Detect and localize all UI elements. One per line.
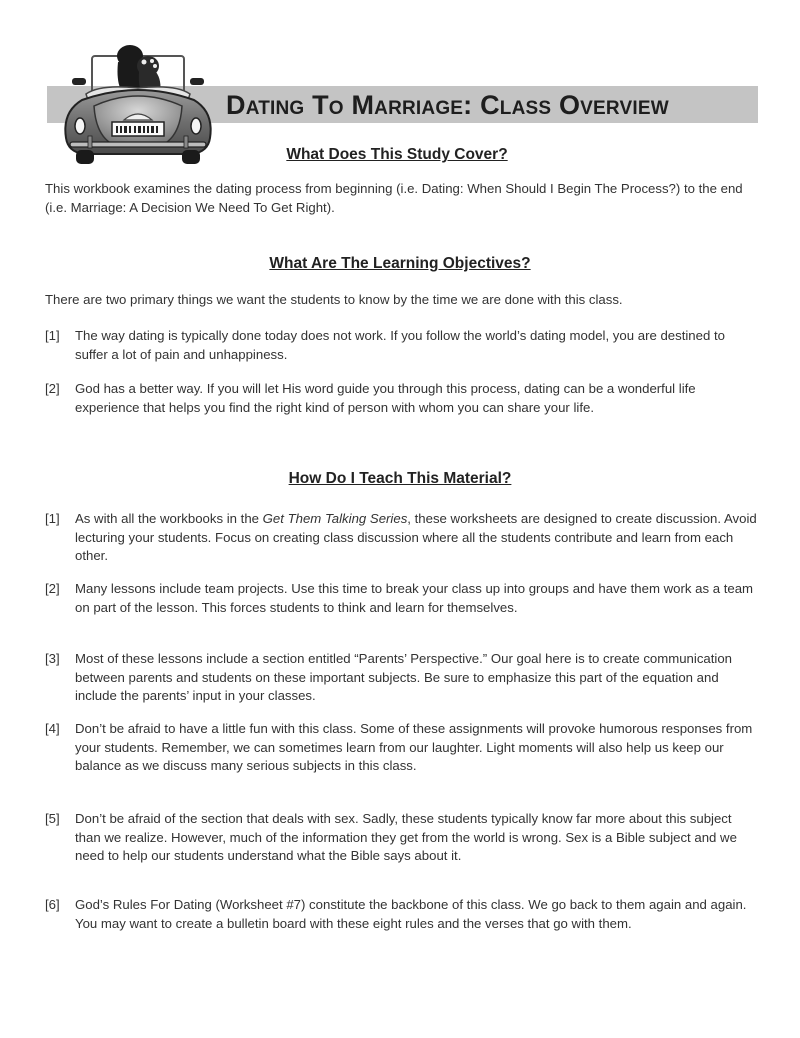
list-item: [45, 896, 760, 933]
item-text: Don’t be afraid to have a little fun with this class. Some of these assignments will provoke humorous responses from your students. Remember, we can sometimes learn from our laughter. Light moments will also help us keep our balance as we discuss many serious subjects in this class.: [75, 721, 753, 773]
list-item: [45, 580, 760, 617]
section-heading-study-cover: What Does This Study Cover?: [286, 146, 508, 163]
list-item: [45, 380, 760, 417]
item-text: Don’t be afraid of the section that deals with sex. Sadly, these students typically know far more about this subject than we realize. However, much of the information they get from the world is wrong. Sex is a Bible subject and we need to help our students understand what the Bible says about it.: [75, 811, 737, 863]
item-number: [2]: [45, 581, 60, 596]
item-text-part: , these worksheets are designed to create discussion. Avoid lecturing your students. Focus on creating class discussion where all the students contribute and learn from each other.: [75, 511, 757, 563]
item-text: Many lessons include team projects. Use this time to break your class up into groups and have them work as a team on part of the lesson. This forces students to think and learn for themselves.: [75, 581, 754, 615]
section-heading-teach-material: How Do I Teach This Material?: [288, 470, 512, 487]
item-number: [6]: [45, 897, 60, 912]
item-number: [4]: [45, 721, 60, 736]
item-text: [75, 510, 760, 566]
item-number: [5]: [45, 811, 60, 826]
item-number: [2]: [45, 381, 60, 396]
study-cover-paragraph: This workbook examines the dating process from beginning (i.e. Dating: When Should I Begin The Process?) to the end (i.e. Marriage: A Decision We Need To Get Right).: [45, 181, 743, 215]
list-item: [45, 720, 760, 776]
item-text: God has a better way. If you will let His word guide you through this process, dating can be a wonderful life experience that helps you find the right kind of person with whom you can share your life.: [75, 381, 696, 415]
section-heading-learning-objectives: What Are The Learning Objectives?: [269, 255, 531, 272]
item-text: The way dating is typically done today does not work. If you follow the world’s dating model, you are destined to suffer a lot of pain and unhappiness.: [75, 328, 725, 362]
list-item: [45, 510, 760, 566]
item-text: God’s Rules For Dating (Worksheet #7) constitute the backbone of this class. We go back to them again and again. You may want to create a bulletin board with these eight rules and the verses that go with them.: [75, 897, 747, 931]
item-number: [3]: [45, 651, 60, 666]
learning-objectives-intro: There are two primary things we want the students to know by the time we are done with this class.: [45, 292, 623, 307]
list-item: [45, 810, 760, 866]
item-text: Most of these lessons include a section entitled “Parents’ Perspective.” Our goal here is to create communication between parents and students on these important subjects. Be sure to emphasize this part of the equation and include the parents’ input in your classes.: [75, 651, 733, 703]
page-title: Dating To Marriage: Class Overview: [226, 90, 669, 120]
series-title: Get Them Talking Series: [262, 511, 408, 526]
item-number: [1]: [45, 328, 60, 343]
list-item: [45, 327, 760, 364]
list-item: [45, 650, 760, 706]
item-number: [1]: [45, 511, 60, 526]
item-text-part: As with all the workbooks in the: [75, 511, 263, 526]
